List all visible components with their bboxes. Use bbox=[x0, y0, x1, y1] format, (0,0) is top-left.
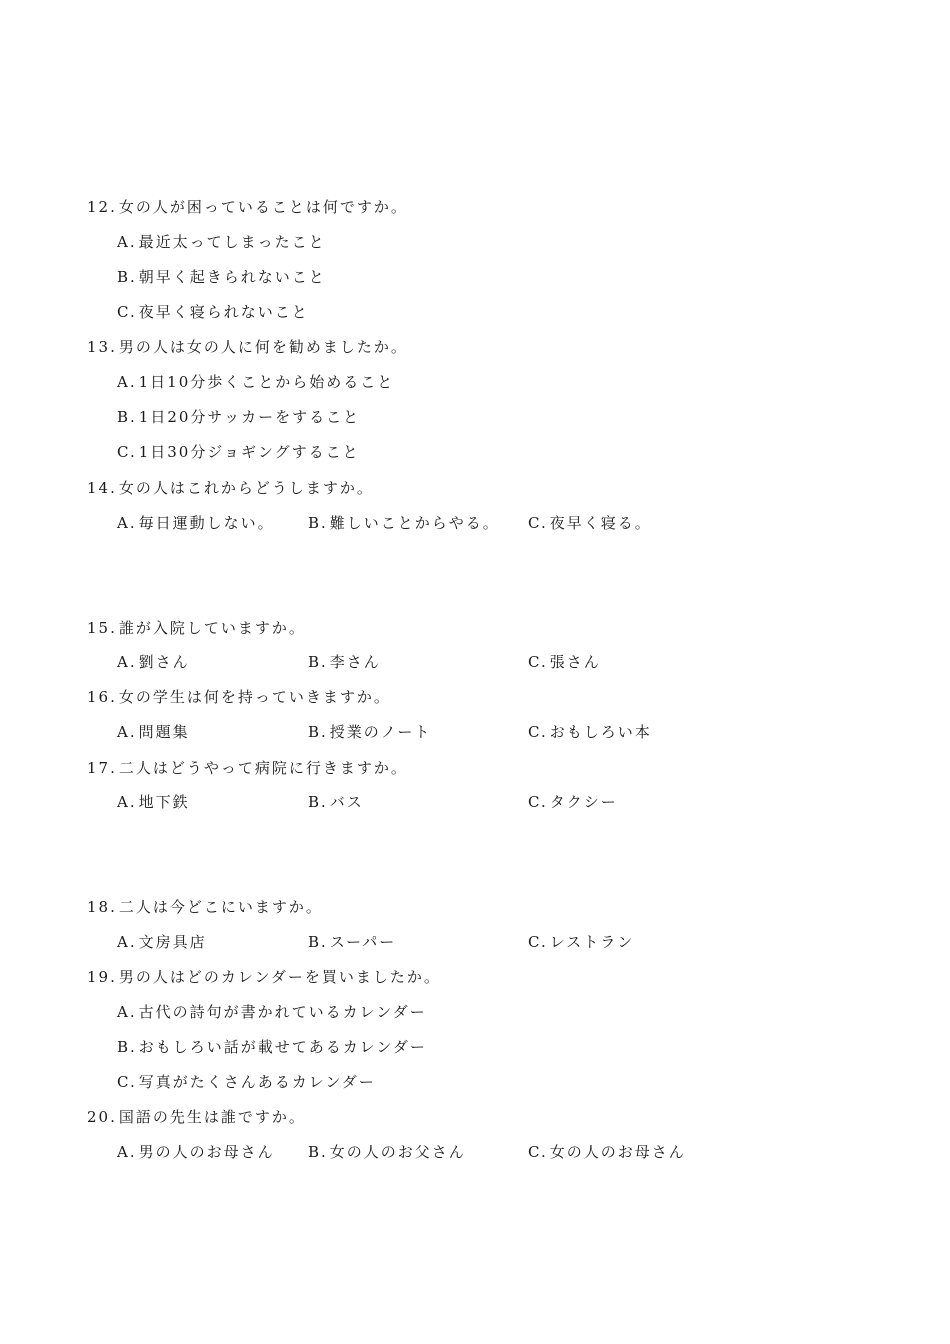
option-20-a bbox=[117, 1142, 275, 1162]
question-text: 女の学生は何を持っていきますか。 bbox=[118, 688, 391, 706]
option-16-a bbox=[117, 722, 190, 742]
option-letter: A. bbox=[117, 793, 137, 811]
option-letter: A. bbox=[117, 1003, 137, 1021]
question-number: 19. bbox=[87, 968, 117, 986]
question-14 bbox=[87, 478, 374, 498]
option-13-b bbox=[117, 407, 360, 427]
option-text: 地下鉄 bbox=[138, 793, 190, 811]
option-text: 授業のノート bbox=[329, 723, 432, 741]
option-text: 最近太ってしまったこと bbox=[138, 233, 326, 251]
option-letter: A. bbox=[117, 1143, 137, 1161]
option-12-b bbox=[117, 267, 326, 287]
option-letter: A. bbox=[117, 653, 137, 671]
question-text: 男の人は女の人に何を勧めましたか。 bbox=[118, 338, 408, 356]
option-letter: C. bbox=[528, 793, 548, 811]
option-12-a bbox=[117, 232, 326, 252]
option-text: タクシー bbox=[549, 793, 618, 811]
option-15-b bbox=[308, 652, 381, 672]
option-text: 文房具店 bbox=[138, 933, 207, 951]
question-number: 16. bbox=[87, 688, 117, 706]
question-text: 二人はどうやって病院に行きますか。 bbox=[118, 759, 408, 777]
option-letter: A. bbox=[117, 933, 137, 951]
option-letter: B. bbox=[308, 1143, 328, 1161]
option-text: 女の人のお父さん bbox=[329, 1143, 466, 1161]
option-text: 難しいことからやる。 bbox=[329, 514, 500, 532]
question-16 bbox=[87, 687, 391, 707]
option-text: 李さん bbox=[329, 653, 381, 671]
option-17-b bbox=[308, 792, 364, 812]
option-text: レストラン bbox=[549, 933, 635, 951]
option-15-a bbox=[117, 652, 190, 672]
option-text: スーパー bbox=[329, 933, 397, 951]
question-text: 誰が入院していますか。 bbox=[118, 619, 306, 637]
question-19 bbox=[87, 967, 441, 987]
question-17 bbox=[87, 758, 408, 778]
option-letter: A. bbox=[117, 514, 137, 532]
question-number: 15. bbox=[87, 619, 117, 637]
option-19-c bbox=[117, 1072, 376, 1092]
question-number: 17. bbox=[87, 759, 117, 777]
option-12-c bbox=[117, 302, 309, 322]
option-18-a bbox=[117, 932, 207, 952]
question-number: 13. bbox=[87, 338, 117, 356]
question-18 bbox=[87, 897, 323, 917]
option-letter: A. bbox=[117, 233, 137, 251]
option-text: おもしろい本 bbox=[549, 723, 652, 741]
option-letter: A. bbox=[117, 723, 137, 741]
question-13 bbox=[87, 337, 408, 357]
option-text: 朝早く起きられないこと bbox=[138, 268, 326, 286]
option-letter: B. bbox=[308, 723, 328, 741]
option-14-c bbox=[528, 513, 652, 533]
option-17-a bbox=[117, 792, 190, 812]
option-letter: B. bbox=[308, 933, 328, 951]
option-letter: B. bbox=[117, 1038, 137, 1056]
option-letter: C. bbox=[528, 514, 548, 532]
question-text: 男の人はどのカレンダーを買いましたか。 bbox=[118, 968, 441, 986]
option-letter: C. bbox=[117, 443, 137, 461]
question-number: 14. bbox=[87, 479, 117, 497]
option-14-b bbox=[308, 513, 500, 533]
option-text: 夜早く寝る。 bbox=[549, 514, 652, 532]
option-15-c bbox=[528, 652, 601, 672]
option-letter: B. bbox=[308, 514, 328, 532]
option-letter: B. bbox=[308, 653, 328, 671]
question-text: 女の人はこれからどうしますか。 bbox=[118, 479, 374, 497]
option-letter: A. bbox=[117, 373, 137, 391]
option-text: 張さん bbox=[549, 653, 601, 671]
option-text: 1日10分歩くことから始めること bbox=[138, 373, 395, 391]
option-19-b bbox=[117, 1037, 427, 1057]
option-letter: C. bbox=[117, 1073, 137, 1091]
question-text: 女の人が困っていることは何ですか。 bbox=[118, 198, 408, 216]
option-letter: C. bbox=[528, 933, 548, 951]
option-20-c bbox=[528, 1142, 686, 1162]
option-text: 1日30分ジョギングすること bbox=[138, 443, 360, 461]
question-15 bbox=[87, 618, 306, 638]
option-text: 古代の詩句が書かれているカレンダー bbox=[138, 1003, 427, 1021]
option-16-c bbox=[528, 722, 652, 742]
option-text: 女の人のお母さん bbox=[549, 1143, 686, 1161]
option-text: 毎日運動しない。 bbox=[138, 514, 275, 532]
question-20 bbox=[87, 1107, 306, 1127]
option-text: 劉さん bbox=[138, 653, 190, 671]
question-number: 12. bbox=[87, 198, 117, 216]
option-text: 問題集 bbox=[138, 723, 190, 741]
option-text: 男の人のお母さん bbox=[138, 1143, 275, 1161]
option-letter: B. bbox=[117, 268, 137, 286]
question-number: 20. bbox=[87, 1108, 117, 1126]
option-17-c bbox=[528, 792, 618, 812]
option-text: 1日20分サッカーをすること bbox=[138, 408, 361, 426]
question-number: 18. bbox=[87, 898, 117, 916]
option-text: 夜早く寝られないこと bbox=[138, 303, 309, 321]
option-13-a bbox=[117, 372, 394, 392]
option-19-a bbox=[117, 1002, 427, 1022]
option-text: バス bbox=[329, 793, 364, 811]
option-13-c bbox=[117, 442, 360, 462]
option-text: 写真がたくさんあるカレンダー bbox=[138, 1073, 376, 1091]
option-letter: B. bbox=[117, 408, 137, 426]
option-20-b bbox=[308, 1142, 466, 1162]
option-18-b bbox=[308, 932, 396, 952]
option-16-b bbox=[308, 722, 431, 742]
question-text: 二人は今どこにいますか。 bbox=[118, 898, 323, 916]
option-letter: C. bbox=[528, 1143, 548, 1161]
option-letter: C. bbox=[117, 303, 137, 321]
question-12 bbox=[87, 197, 408, 217]
option-text: おもしろい話が載せてあるカレンダー bbox=[138, 1038, 427, 1056]
question-text: 国語の先生は誰ですか。 bbox=[118, 1108, 306, 1126]
option-14-a bbox=[117, 513, 275, 533]
option-letter: C. bbox=[528, 723, 548, 741]
option-letter: B. bbox=[308, 793, 328, 811]
option-letter: C. bbox=[528, 653, 548, 671]
option-18-c bbox=[528, 932, 634, 952]
